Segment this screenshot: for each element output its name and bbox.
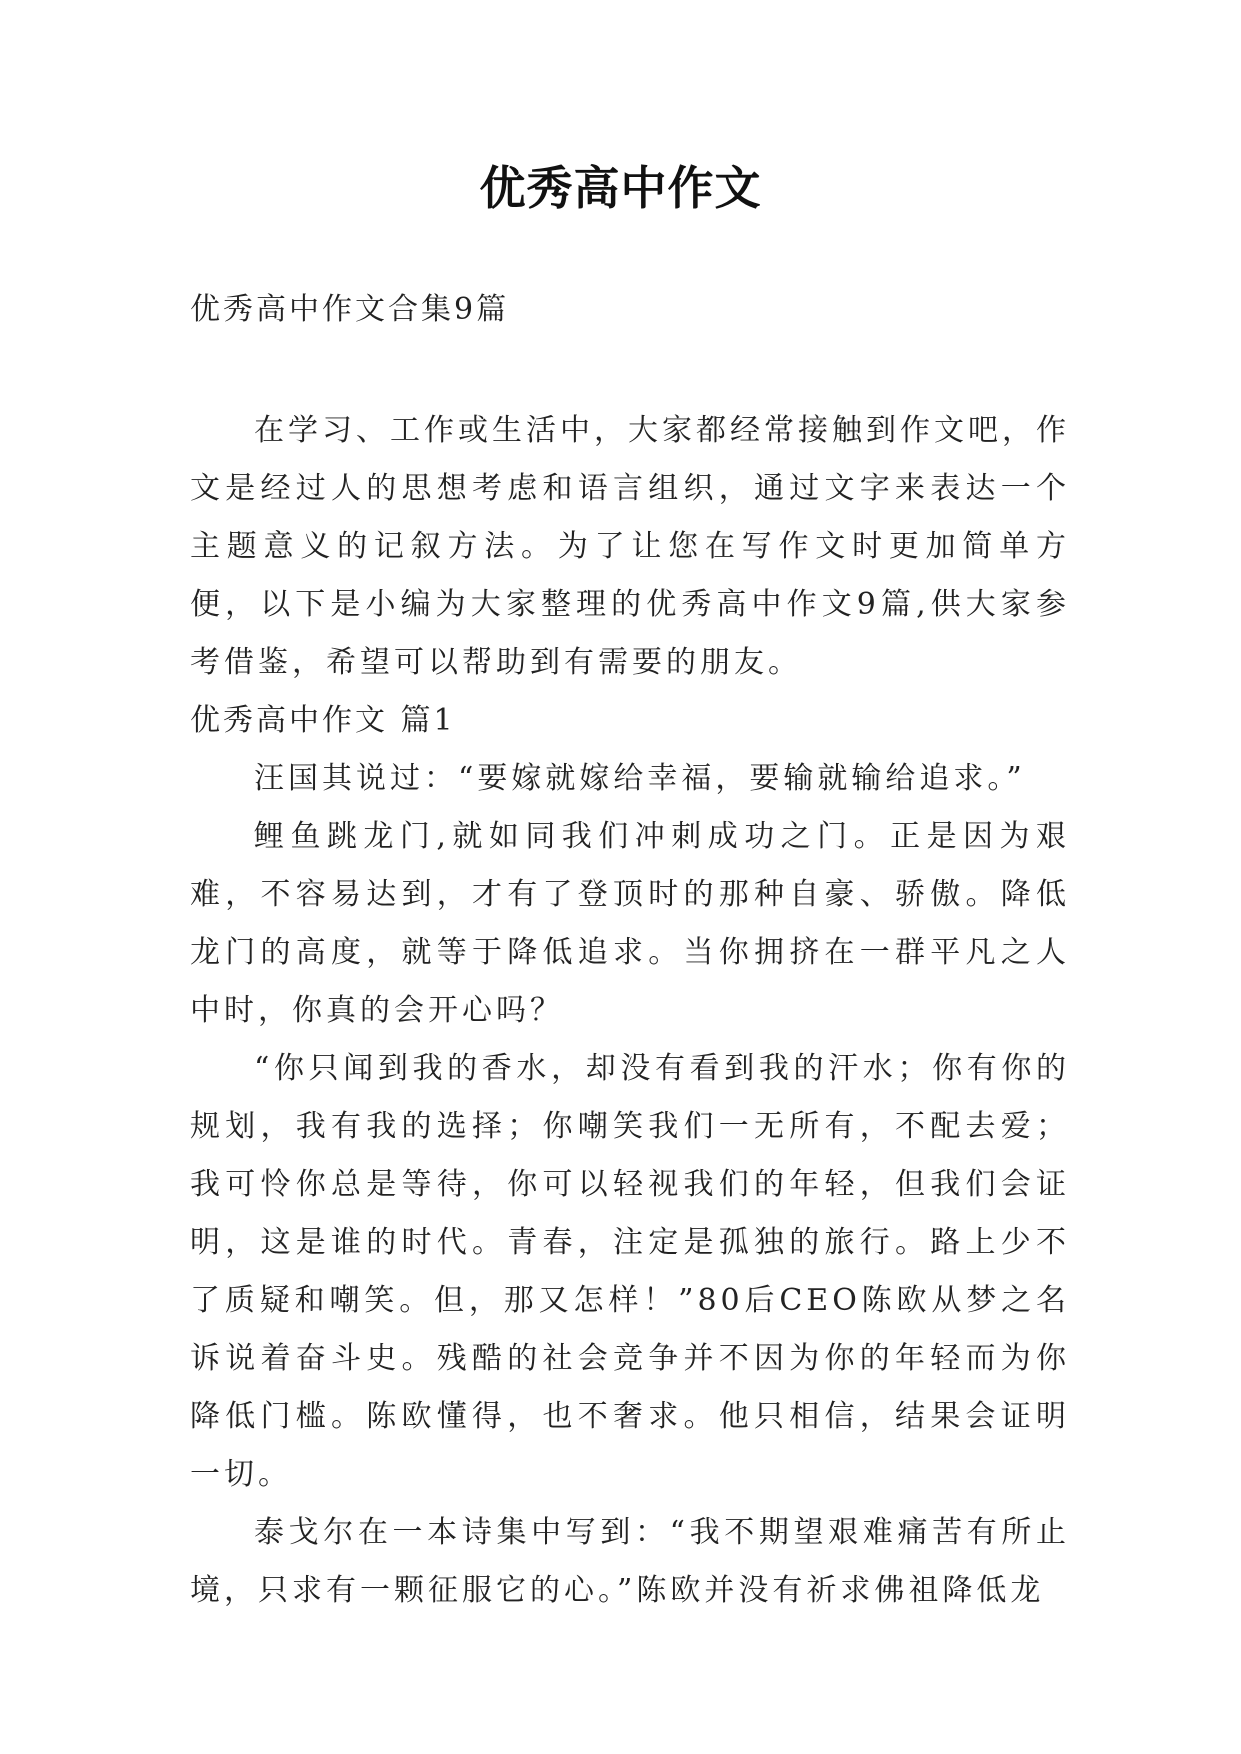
body-paragraph: 鲤鱼跳龙门,就如同我们冲刺成功之门。正是因为艰难，不容易达到，才有了登顶时的那种自豪、骄傲。降低龙门的高度，就等于降低追求。当你拥挤在一群平凡之人中时，你真的会开心吗？	[190, 819, 1070, 1028]
document-body	[190, 290, 1070, 1620]
body-paragraph: 泰戈尔在一本诗集中写到：“我不期望艰难痛苦有所止境，只求有一颗征服它的心。”陈欧并没有祈求佛祖降低龙	[190, 1515, 1070, 1608]
intro-paragraph: 在学习、工作或生活中，大家都经常接触到作文吧，作文是经过人的思想考虑和语言组织，通过文字来表达一个主题意义的记叙方法。为了让您在写作文时更加简单方便，以下是小编为大家整理的优秀高中作文9篇,供大家参考借鉴，希望可以帮助到有需要的朋友。	[190, 413, 1070, 680]
body-paragraph: 汪国其说过：“要嫁就嫁给幸福，要输就输给追求。”	[254, 761, 1026, 796]
document-title: 优秀高中作文	[479, 161, 762, 215]
section-heading: 优秀高中作文 篇1	[190, 703, 456, 738]
document-subtitle: 优秀高中作文合集9篇	[190, 292, 510, 327]
body-paragraph: “你只闻到我的香水，却没有看到我的汗水；你有你的规划，我有我的选择；你嘲笑我们一无所有，不配去爱；我可怜你总是等待，你可以轻视我们的年轻，但我们会证明，这是谁的时代。青春，注定是孤独的旅行。路上少不了质疑和嘲笑。但，那又怎样！”80后CEO陈欧从梦之名诉说着奋斗史。残酷的社会竞争并不因为你的年轻而为你降低门槛。陈欧懂得，也不奢求。他只相信，结果会证明一切。	[190, 1051, 1070, 1492]
